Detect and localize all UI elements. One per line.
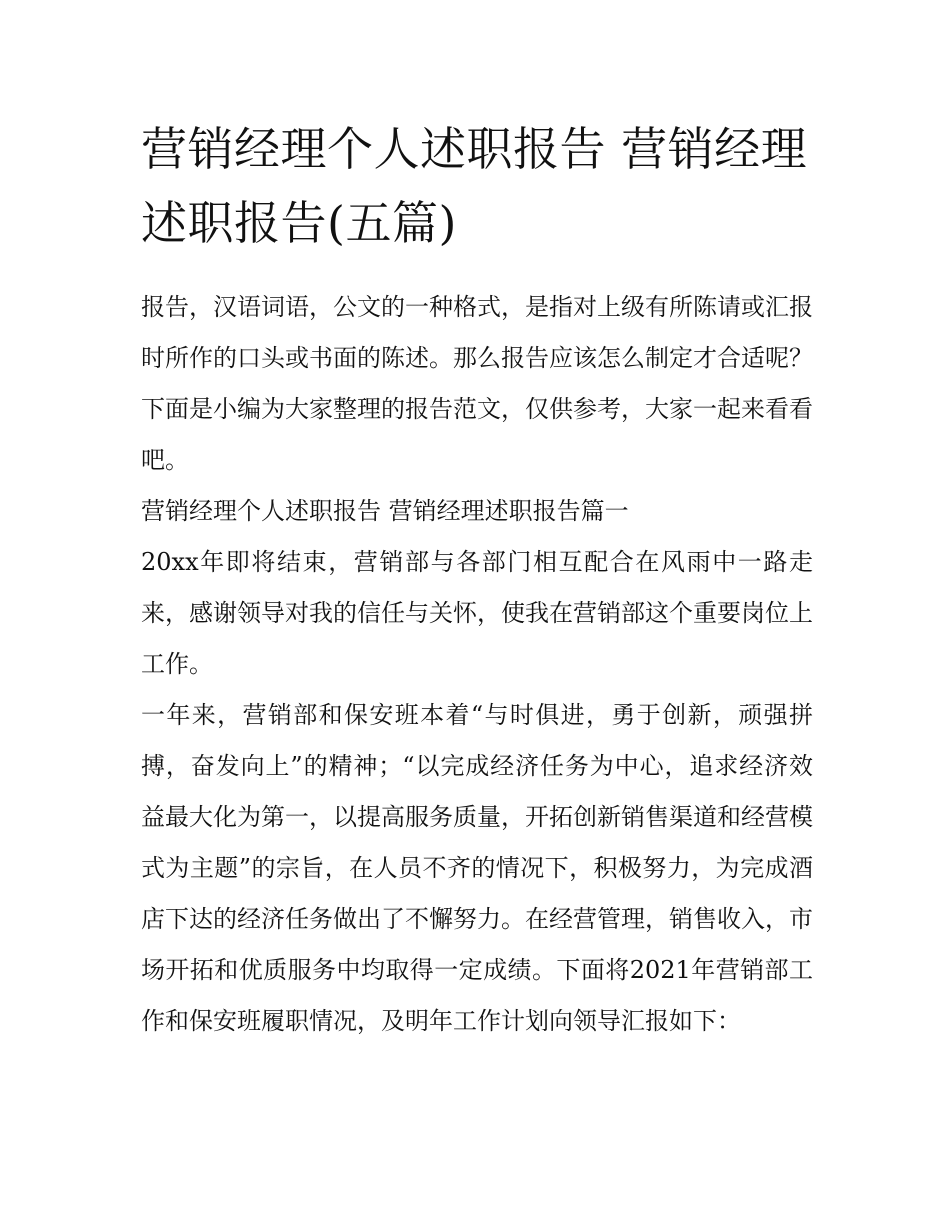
body-paragraph: 一年来，营销部和保安班本着“与时俱进，勇于创新，顽强拼搏，奋发向上”的精神；“以完成经济任务为中心，追求经济效益最大化为第一，以提高服务质量，开拓创新销售渠道和经营模式为主题”的宗旨，在人员不齐的情况下，积极努力，为完成酒店下达的经济任务做出了不懈努力。在经营管理，销售收入，市场开拓和优质服务中均取得一定成绩。下面将2021年营销部工作和保安班履职情况，及明年工作计划向领导汇报如下：	[141, 701, 813, 1035]
section-heading: 营销经理个人述职报告 营销经理述职报告篇一	[141, 497, 629, 525]
document-content	[141, 112, 813, 1047]
body-paragraph: 20xx年即将结束，营销部与各部门相互配合在风雨中一路走来，感谢领导对我的信任与关怀，使我在营销部这个重要岗位上工作。	[141, 548, 813, 678]
intro-paragraph: 报告，汉语词语，公文的一种格式，是指对上级有所陈请或汇报时所作的口头或书面的陈述。那么报告应该怎么制定才合适呢？下面是小编为大家整理的报告范文，仅供参考，大家一起来看看吧。	[141, 293, 813, 474]
document-title: 营销经理个人述职报告 营销经理述职报告(五篇)	[141, 122, 808, 250]
document-body	[141, 282, 813, 1047]
